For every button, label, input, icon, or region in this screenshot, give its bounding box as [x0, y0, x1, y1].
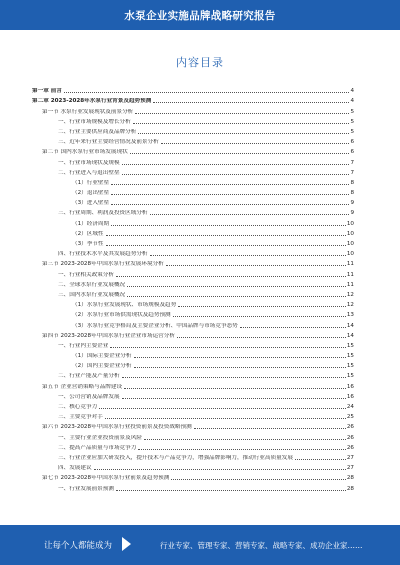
toc-page-number: 15: [346, 363, 354, 370]
toc-entry[interactable]: [32, 167, 354, 177]
toc-leader-dots: [135, 113, 349, 114]
toc-entry-title: 第四节 2023-2028年中国水泵行业企业市场运营分析: [42, 332, 175, 339]
toc-page-number: 5: [350, 108, 354, 115]
toc-page-number: 8: [350, 179, 354, 186]
toc-page-number: 28: [346, 485, 354, 492]
toc-entry-title: 二、提高产品质量与市场竞争力: [58, 444, 137, 451]
toc-leader-dots: [171, 479, 346, 480]
toc-entry-title: （3）季节性: [72, 241, 104, 247]
toc-leader-dots: [166, 265, 346, 266]
toc-entry[interactable]: [32, 207, 354, 217]
toc-page-number: 4: [350, 98, 354, 105]
toc-page-number: 12: [346, 302, 354, 309]
toc-entry[interactable]: [32, 482, 354, 492]
toc-entry[interactable]: [32, 238, 354, 248]
toc-page-number: 9: [350, 210, 354, 217]
toc-entry-title: 第二章 2023-2028年水泵行业背景及趋势预测: [32, 98, 152, 105]
toc-page-number: 12: [346, 291, 354, 298]
toc-leader-dots: [153, 102, 349, 103]
toc-entry-title: 三、行业周期、利润及投资区域分析: [58, 210, 148, 217]
toc-entry[interactable]: [32, 472, 354, 482]
toc-leader-dots: [173, 316, 346, 317]
toc-entry-title: 二、全球水泵行业发展概况: [58, 281, 126, 288]
toc-entry-title: （1）水泵行业发展现状、市场规模及趋势: [72, 302, 177, 309]
toc-entry[interactable]: [32, 421, 354, 431]
toc-page-number: 28: [346, 475, 354, 482]
toc-entry[interactable]: [32, 442, 354, 452]
toc-page-number: 7: [350, 159, 354, 166]
toc-entry-title: （2）水泵行业市场供需现状及趋势预测: [72, 312, 171, 319]
toc-entry[interactable]: [32, 95, 354, 105]
toc-entry[interactable]: [32, 370, 354, 380]
report-header: [0, 0, 400, 30]
toc-page-number: 15: [346, 353, 354, 360]
toc-page-number: 16: [346, 383, 354, 390]
toc-leader-dots: [133, 123, 350, 124]
toc-entry[interactable]: [32, 177, 354, 187]
toc-page-number: 6: [350, 149, 354, 156]
toc-leader-dots: [116, 490, 346, 491]
toc-leader-dots: [110, 347, 346, 348]
toc-page-number: 7: [350, 169, 354, 176]
toc-page-number: 5: [350, 118, 354, 125]
toc-entry-title: 一、行业相关政策分析: [58, 271, 114, 278]
toc-leader-dots: [64, 92, 350, 93]
toc-page-number: 9: [350, 200, 354, 207]
toc-leader-dots: [116, 276, 346, 277]
toc-entry[interactable]: [32, 85, 354, 95]
toc-entry-title: 一、行业内主要企业: [58, 342, 109, 349]
toc-entry-title: 三、主要竞争对手: [58, 414, 103, 421]
toc-entry[interactable]: [32, 391, 354, 401]
toc-entry-title: 第一节 水泵行业发展现状及前景分析: [42, 108, 134, 115]
toc-leader-dots: [144, 439, 346, 440]
toc-entry[interactable]: [32, 146, 354, 156]
toc-entry-title: （3）进入壁垒: [72, 200, 110, 207]
toc-leader-dots: [105, 418, 346, 419]
toc-page-number: 24: [346, 404, 354, 410]
toc-leader-dots: [99, 408, 346, 409]
toc-entry[interactable]: [32, 136, 354, 146]
footer-roles: 行业专家、管理专家、营销专家、战略专家、成功企业家……: [160, 541, 363, 550]
toc-entry-title: 四、行业技术水平及其发展趋势分析: [58, 251, 148, 258]
toc-entry[interactable]: [32, 268, 354, 278]
toc-leader-dots: [106, 245, 346, 246]
toc-page-number: 16: [346, 393, 354, 400]
toc-entry-title: （1）国际主要企业分析: [72, 353, 132, 360]
toc-leader-dots: [134, 357, 346, 358]
toc-entry[interactable]: [32, 187, 354, 197]
toc-entry[interactable]: [32, 126, 354, 136]
toc-entry-title: 第六节 2023-2028年中国水泵行业投资前景及投资战略预测: [42, 424, 192, 431]
toc-entry-title: 一、行业市场规模及增长分析: [58, 118, 131, 125]
toc-entry[interactable]: [32, 258, 354, 268]
toc-entry[interactable]: [32, 340, 354, 350]
toc-heading: 内容目录: [176, 56, 224, 69]
toc-leader-dots: [150, 255, 346, 256]
toc-leader-dots: [134, 367, 346, 368]
toc-page-number: 26: [346, 424, 354, 431]
toc-entry-title: 一、主要行业企业投资前景及风险: [58, 434, 142, 441]
toc-entry-title: 三、近年来行业主要经营情况及前景分析: [58, 139, 159, 146]
toc-entry[interactable]: [32, 299, 354, 309]
report-footer: [0, 525, 400, 565]
toc-entry[interactable]: [32, 350, 354, 360]
toc-entry-title: 二、行业产能及产量分析: [58, 373, 120, 380]
toc-entry-title: 三、行业企业应加大研发投入，提升技术与产品竞争力，增强品牌影响力，推动行业高质量发展: [58, 454, 293, 461]
toc-entry[interactable]: [32, 248, 354, 258]
toc-page-number: 14: [346, 322, 354, 329]
toc-leader-dots: [240, 327, 346, 328]
arrow-right-icon: [122, 537, 131, 551]
toc-leader-dots: [130, 153, 350, 154]
toc-page-number: 10: [346, 241, 354, 247]
toc-leader-dots: [127, 296, 346, 297]
toc-leader-dots: [124, 388, 346, 389]
toc-entry[interactable]: [32, 360, 354, 370]
toc-page-number: 5: [350, 128, 354, 135]
toc-entry-title: 第二节 国内水泵行业市场发展现状: [42, 149, 128, 156]
toc-page-number: 25: [346, 414, 354, 421]
toc-entry-title: 一、行业发展前景预测: [58, 485, 114, 492]
toc-page-number: 27: [346, 465, 354, 472]
toc-entry-title: 二、行业主要供应商及品牌分析: [58, 128, 137, 135]
toc-entry[interactable]: [32, 116, 354, 126]
toc-page-number: 26: [346, 434, 354, 441]
toc-entry[interactable]: [32, 217, 354, 227]
toc-leader-dots: [122, 164, 350, 165]
toc-leader-dots: [138, 449, 346, 450]
toc-entry-title: 二、行业进入与退出壁垒: [58, 169, 120, 176]
toc-leader-dots: [122, 398, 346, 399]
toc-entry-title: 一、公司营销及品牌发展: [58, 393, 120, 400]
toc-page-number: 14: [346, 332, 354, 339]
toc-leader-dots: [138, 133, 349, 134]
toc-leader-dots: [111, 204, 349, 205]
toc-page-number: 10: [346, 251, 354, 258]
toc-entry-title: （1）行业壁垒: [72, 179, 110, 186]
toc-entry[interactable]: [32, 411, 354, 421]
toc-entry[interactable]: [32, 452, 354, 462]
toc-entry-title: 第三节 2023-2028年中国水泵行业发展环境分析: [42, 261, 164, 268]
toc-entry[interactable]: [32, 330, 354, 340]
toc-leader-dots: [295, 459, 346, 460]
toc-entry[interactable]: [32, 156, 354, 166]
toc-entry[interactable]: [32, 105, 354, 115]
toc-page-number: 11: [346, 271, 354, 278]
toc-entry[interactable]: [32, 197, 354, 207]
toc-leader-dots: [122, 174, 350, 175]
toc-leader-dots: [178, 306, 346, 307]
toc-entry-title: （2）国内主要企业分析: [72, 363, 132, 370]
toc-leader-dots: [111, 225, 346, 226]
toc-page-number: 10: [346, 230, 354, 237]
toc-leader-dots: [150, 214, 350, 215]
toc-page-number: 10: [346, 220, 354, 227]
toc-entry-title: 第五节 企业营销策略与品牌建设: [42, 383, 123, 390]
toc-leader-dots: [194, 428, 346, 429]
toc-page-number: 11: [346, 261, 354, 268]
toc-entry[interactable]: [32, 319, 354, 329]
toc-entry-title: （3）水泵行业竞争格局及主要企业分析、中国品牌与市场竞争态势: [72, 322, 238, 329]
footer-slogan: 让每个人都能成为: [44, 541, 113, 551]
toc-page-number: 13: [346, 312, 354, 319]
toc-leader-dots: [161, 143, 350, 144]
toc-entry-title: （1）经济周期: [72, 220, 110, 227]
report-title: 水泵企业实施品牌战略研究报告: [124, 10, 276, 22]
toc-page-number: 4: [350, 88, 354, 95]
table-of-contents: [32, 85, 354, 493]
toc-page-number: 8: [350, 190, 354, 197]
toc-entry-title: （2）区域性: [72, 230, 104, 237]
toc-page-number: 11: [346, 281, 354, 288]
toc-entry[interactable]: [32, 380, 354, 390]
toc-entry-title: 四、发展建议: [58, 465, 92, 472]
toc-entry-title: （2）退出壁垒: [72, 190, 110, 197]
toc-leader-dots: [122, 377, 346, 378]
toc-entry[interactable]: [32, 279, 354, 289]
toc-entry[interactable]: [32, 228, 354, 238]
toc-entry[interactable]: [32, 309, 354, 319]
toc-leader-dots: [127, 286, 346, 287]
toc-leader-dots: [111, 184, 349, 185]
toc-page-number: 27: [346, 454, 354, 461]
toc-page-number: 15: [346, 373, 354, 380]
toc-leader-dots: [177, 337, 346, 338]
toc-entry[interactable]: [32, 462, 354, 472]
toc-entry-title: 三、国内水泵行业发展概况: [58, 291, 126, 298]
toc-page-number: 15: [346, 342, 354, 349]
toc-entry[interactable]: [32, 431, 354, 441]
toc-entry-title: 二、核心竞争力: [58, 404, 98, 410]
toc-entry-title: 一、行业市场现状及规模: [58, 159, 120, 166]
toc-leader-dots: [106, 235, 346, 236]
toc-page-number: 6: [350, 139, 354, 146]
toc-leader-dots: [94, 469, 346, 470]
toc-entry-title: 第七节 2023-2028年中国水泵行业前景及趋势预测: [42, 475, 170, 482]
toc-entry[interactable]: [32, 401, 354, 411]
toc-entry[interactable]: [32, 289, 354, 299]
toc-page-number: 26: [346, 444, 354, 451]
toc-leader-dots: [111, 194, 349, 195]
toc-entry-title: 第一章 前言: [32, 88, 62, 95]
